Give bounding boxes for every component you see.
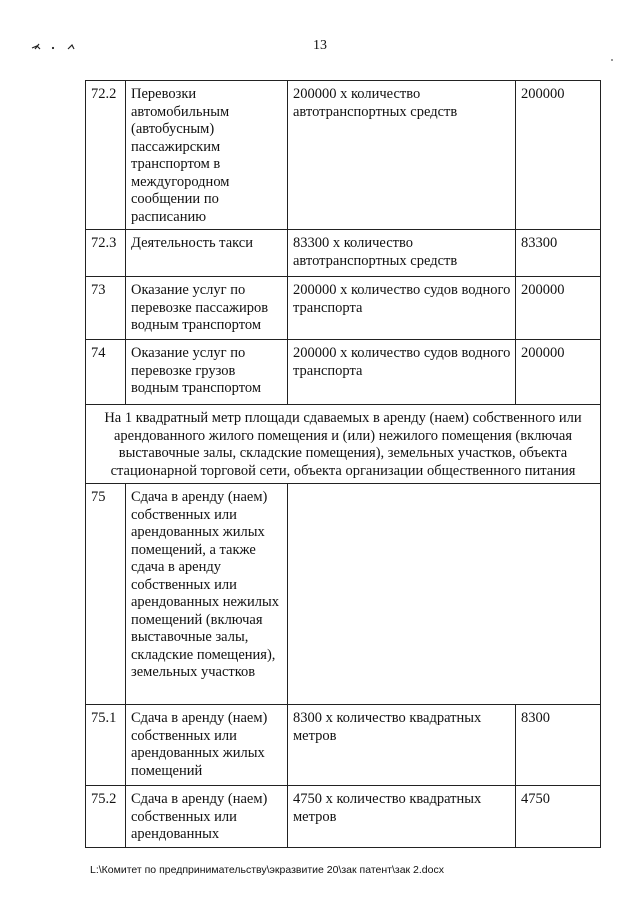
tax-rate-table [85, 80, 601, 848]
row-activity: Перевозки автомобильным (автобусным) пассажирским транспортом в междугородном сообщении по расписанию [126, 81, 288, 230]
table-row [86, 81, 601, 230]
row-amount: 200000 [516, 81, 601, 230]
section-header: На 1 квадратный метр площади сдаваемых в аренду (наем) собственного или арендованного жилого помещения и (или) нежилого помещения (включая выставочные залы, складские помещения), земельных участков, объекта стационарной торговой сети, объекта организации общественного питания [86, 405, 601, 484]
row-code: 72.2 [86, 81, 126, 230]
row-formula: 200000 х количество судов водного транспорта [288, 277, 516, 340]
table-row [86, 277, 601, 340]
row-code: 75.1 [86, 705, 126, 786]
section-header-row [86, 405, 601, 484]
row-formula: 4750 х количество квадратных метров [288, 786, 516, 848]
row-code: 74 [86, 340, 126, 405]
row-formula: 83300 х количество автотранспортных средств [288, 230, 516, 277]
table-row [86, 484, 601, 705]
row-formula: 8300 х количество квадратных метров [288, 705, 516, 786]
table-row [86, 786, 601, 848]
row-activity: Оказание услуг по перевозке пассажиров водным транспортом [126, 277, 288, 340]
row-amount: 200000 [516, 277, 601, 340]
row-amount: 4750 [516, 786, 601, 848]
row-amount: 200000 [516, 340, 601, 405]
row-amount: 83300 [516, 230, 601, 277]
row-code: 75.2 [86, 786, 126, 848]
row-activity: Сдача в аренду (наем) собственных или арендованных жилых помещений, а также сдача в аренду собственных или арендованных нежилых помещений (включая выставочные залы, складские помещения), земельных участков [126, 484, 288, 705]
table-row [86, 340, 601, 405]
row-activity: Сдача в аренду (наем) собственных или арендованных жилых помещений [126, 705, 288, 786]
table-row [86, 230, 601, 277]
row-amount: 8300 [516, 705, 601, 786]
row-formula: 200000 х количество автотранспортных средств [288, 81, 516, 230]
row-formula: 200000 х количество судов водного транспорта [288, 340, 516, 405]
scan-speck [611, 59, 613, 61]
row-activity: Деятельность такси [126, 230, 288, 277]
row-code: 72.3 [86, 230, 126, 277]
row-code: 73 [86, 277, 126, 340]
row-empty-cell [288, 484, 601, 705]
row-activity: Оказание услуг по перевозке грузов водным транспортом [126, 340, 288, 405]
row-activity: Сдача в аренду (наем) собственных или арендованных [126, 786, 288, 848]
row-code: 75 [86, 484, 126, 705]
file-path-footer: L:\Комитет по предпринимательству\экразвитие 20\зак патент\зак 2.docx [90, 864, 444, 876]
table-row [86, 705, 601, 786]
page-number: 13 [313, 38, 327, 53]
